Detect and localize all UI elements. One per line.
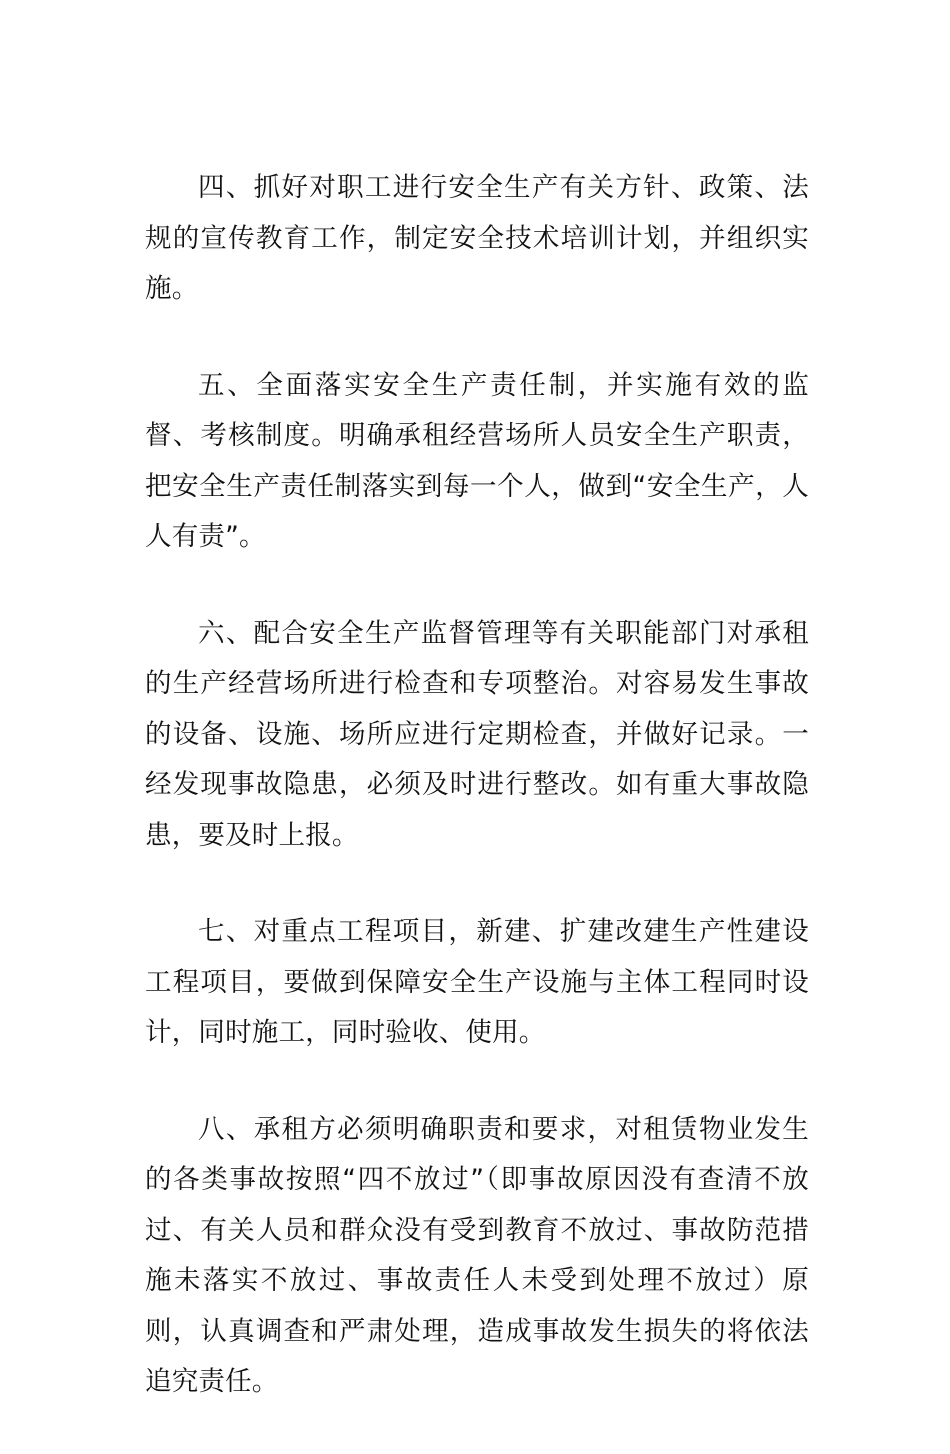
paragraph-7: 七、对重点工程项目，新建、扩建改建生产性建设工程项目，要做到保障安全生产设施与主体工程同时设计，同时施工，同时验收、使用。 (145, 916, 809, 1048)
paragraph-4: 四、抓好对职工进行安全生产有关方针、政策、法规的宣传教育工作，制定安全技术培训计划，并组织实施。 (145, 172, 809, 304)
paragraph-5: 五、全面落实安全生产责任制，并实施有效的监督、考核制度。明确承租经营场所人员安全生产职责，把安全生产责任制落实到每一个人，做到“安全生产，人人有责”。 (145, 369, 809, 552)
paragraph-6: 六、配合安全生产监督管理等有关职能部门对承租的生产经营场所进行检查和专项整治。对容易发生事故的设备、设施、场所应进行定期检查，并做好记录。一经发现事故隐患，必须及时进行整改。如有重大事故隐患，要及时上报。 (145, 617, 809, 851)
document-body (145, 163, 809, 1454)
paragraph-8: 八、承租方必须明确职责和要求，对租赁物业发生的各类事故按照“四不放过”（即事故原因没有查清不放过、有关人员和群众没有受到教育不放过、事故防范措施未落实不放过、事故责任人未受到处理不放过）原则，认真调查和严肃处理，造成事故发生损失的将依法追究责任。 (145, 1113, 809, 1397)
